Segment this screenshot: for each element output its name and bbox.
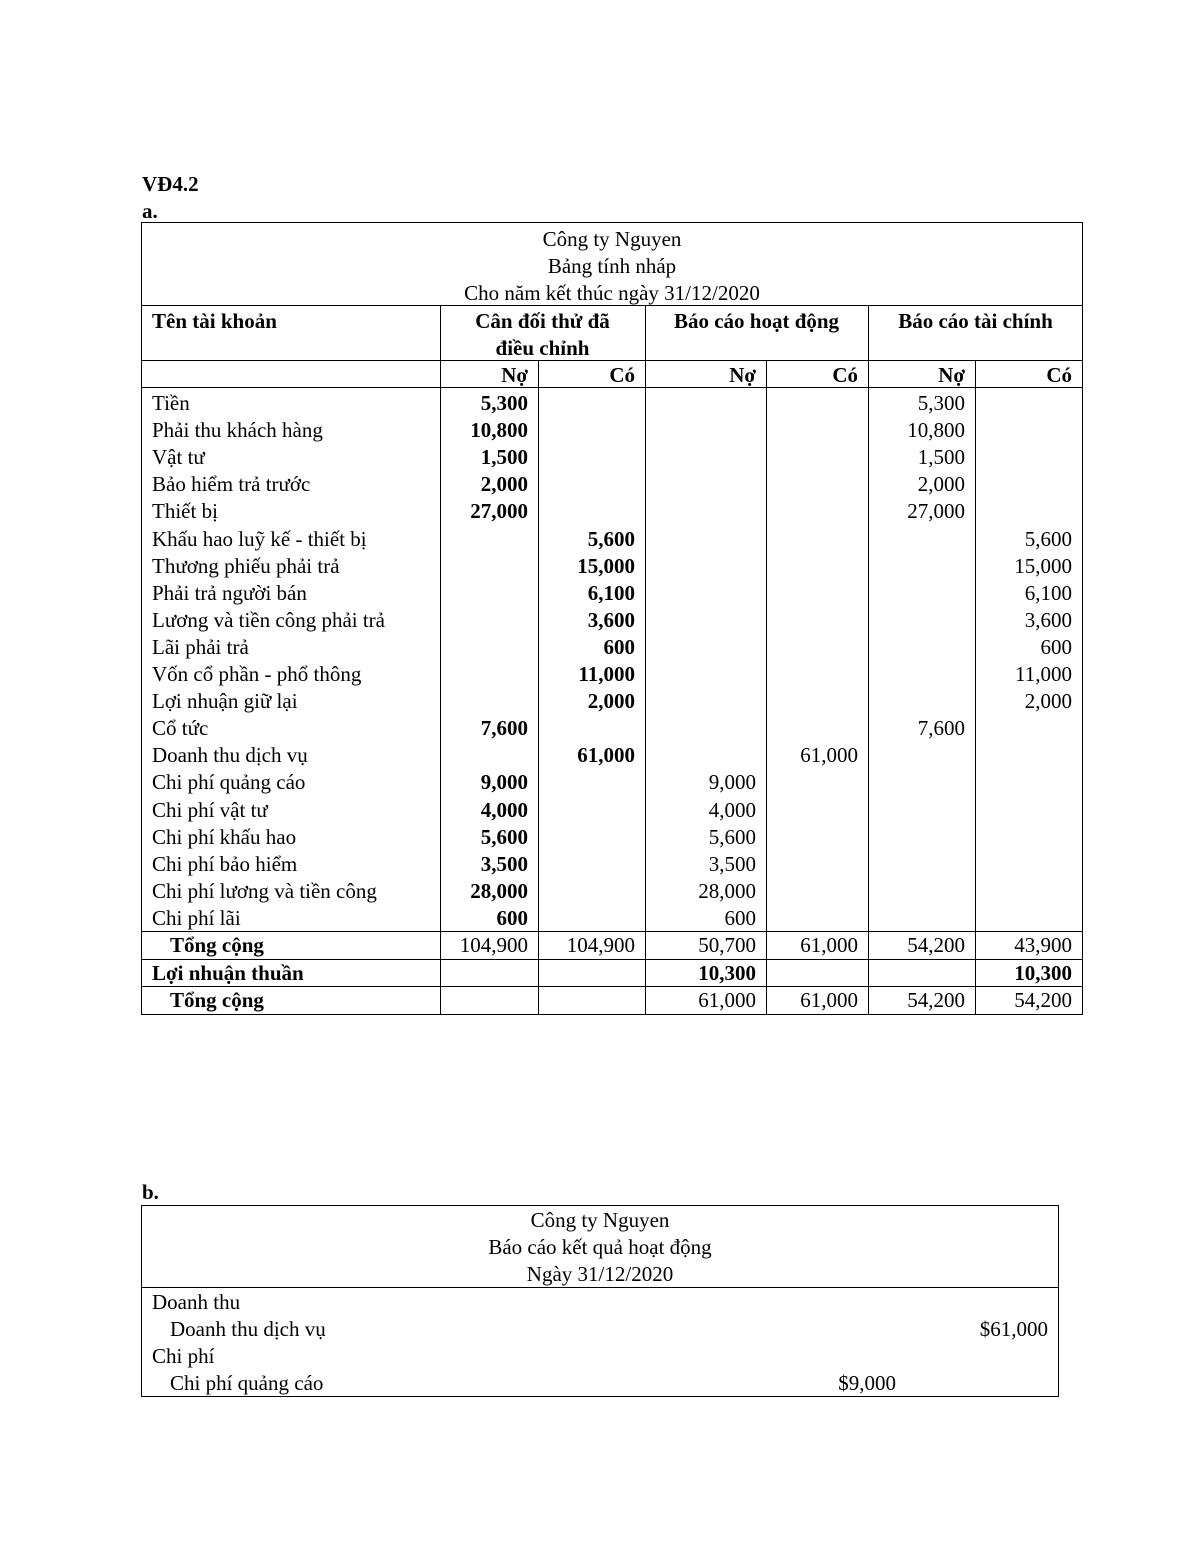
total-bs-credit: 43,900 [1014,933,1072,957]
amount-tb-cr: 61,000 [577,743,635,768]
header-tb-debit: Nợ [501,363,528,387]
amount-bs-dr: 1,500 [917,445,965,470]
account-name: Thiết bị [152,499,218,524]
amount-is-dr: 28,000 [698,878,756,903]
amount-is-dr: 4,000 [708,797,756,822]
amount-tb-dr: 9,000 [480,770,528,795]
amount-tb-dr: 600 [496,905,528,930]
account-name: Lương và tiền công phải trả [152,607,385,632]
is-expenses-label: Chi phí [152,1344,215,1368]
amount-is-dr: 3,500 [708,851,756,876]
amount-tb-cr: 6,100 [587,580,635,605]
is-service-revenue-label: Doanh thu dịch vụ [170,1317,326,1341]
account-name: Khấu hao luỹ kế - thiết bị [152,526,367,551]
is-advertising-label: Chi phí quảng cáo [170,1371,324,1395]
account-name: Chi phí khấu hao [152,824,297,849]
amount-tb-dr: 3,500 [480,851,528,876]
amount-tb-dr: 28,000 [470,878,528,903]
net-income-is-debit: 10,300 [698,961,756,985]
account-name: Cổ tức [152,716,209,741]
worksheet-name: Bảng tính nháp [547,254,677,278]
amount-tb-dr: 5,600 [480,824,528,849]
account-name: Thương phiếu phải trả [152,553,340,578]
total-tb-debit: 104,900 [459,933,528,957]
amount-bs-dr: 2,000 [917,472,965,497]
total-is-credit: 61,000 [800,933,858,957]
grand-total-bs-debit: 54,200 [907,988,965,1012]
amount-tb-dr: 7,600 [480,716,528,741]
account-name: Chi phí lãi [152,905,241,930]
header-bs-debit: Nợ [938,363,965,387]
part-a-label: a. [142,199,158,223]
total-tb-credit: 104,900 [566,933,635,957]
is-company: Công ty Nguyen [530,1208,670,1232]
header-income-statement: Báo cáo hoạt động [673,309,840,333]
is-revenue-label: Doanh thu [152,1290,241,1314]
grand-total-is-debit: 61,000 [698,988,756,1012]
account-name: Vật tư [152,445,205,470]
grand-total-is-credit: 61,000 [800,988,858,1012]
account-name: Bảo hiểm trả trước [152,472,311,497]
amount-tb-cr: 3,600 [587,607,635,632]
amount-tb-dr: 2,000 [480,472,528,497]
account-name: Chi phí quảng cáo [152,770,306,795]
account-name: Lãi phải trả [152,634,249,659]
account-name: Phải thu khách hàng [152,418,323,443]
header-account: Tên tài khoản [152,309,277,333]
amount-tb-cr: 600 [603,634,635,659]
header-bs-credit: Có [1046,363,1072,387]
header-trial-balance-line1: Cân đối thử đã [475,309,610,333]
header-balance-sheet: Báo cáo tài chính [898,309,1053,333]
amount-is-cr: 61,000 [800,743,858,768]
total-row-label: Tổng cộng [170,933,264,957]
amount-bs-cr: 3,600 [1024,607,1072,632]
account-name: Chi phí bảo hiểm [152,851,298,876]
is-advertising-value: $9,000 [838,1371,896,1395]
net-income-bs-credit: 10,300 [1014,961,1072,985]
amount-bs-cr: 5,600 [1024,526,1072,551]
part-b-label: b. [142,1180,159,1204]
document-title: VĐ4.2 [142,172,199,196]
header-is-credit: Có [832,363,858,387]
amount-tb-cr: 5,600 [587,526,635,551]
amount-tb-dr: 27,000 [470,499,528,524]
account-name: Doanh thu dịch vụ [152,743,308,768]
account-name: Chi phí lương và tiền công [152,878,377,903]
is-name: Báo cáo kết quả hoạt động [488,1235,712,1259]
amount-bs-dr: 5,300 [917,391,965,415]
worksheet-company: Công ty Nguyen [542,227,682,251]
amount-bs-dr: 10,800 [907,418,965,443]
header-tb-credit: Có [609,363,635,387]
header-trial-balance-line2: điều chỉnh [495,336,590,360]
account-name: Phải trả người bán [152,580,307,605]
header-is-debit: Nợ [729,363,756,387]
account-name: Lợi nhuận giữ lại [152,689,298,714]
amount-bs-cr: 600 [1040,634,1072,659]
is-date: Ngày 31/12/2020 [526,1262,674,1286]
amount-bs-cr: 2,000 [1024,689,1072,714]
amount-tb-dr: 5,300 [480,391,528,415]
amount-is-dr: 600 [724,905,756,930]
total-bs-debit: 54,200 [907,933,965,957]
grand-total-bs-credit: 54,200 [1014,988,1072,1012]
grand-total-label: Tổng cộng [170,988,264,1012]
net-income-label: Lợi nhuận thuần [152,961,304,985]
amount-bs-cr: 6,100 [1024,580,1072,605]
amount-tb-dr: 4,000 [480,797,528,822]
amount-bs-dr: 7,600 [917,716,965,741]
is-service-revenue-value: $61,000 [979,1317,1048,1341]
amount-bs-dr: 27,000 [907,499,965,524]
amount-tb-dr: 1,500 [480,445,528,470]
worksheet-table [141,222,1083,1015]
account-name: Tiền [152,391,190,415]
account-name: Chi phí vật tư [152,797,268,822]
income-statement-table [141,1205,1059,1397]
account-name: Vốn cổ phần - phổ thông [152,662,362,686]
total-is-debit: 50,700 [698,933,756,957]
amount-bs-cr: 11,000 [1015,662,1072,686]
amount-is-dr: 9,000 [708,770,756,795]
amount-tb-cr: 15,000 [577,553,635,578]
amount-is-dr: 5,600 [708,824,756,849]
amount-bs-cr: 15,000 [1014,553,1072,578]
amount-tb-cr: 11,000 [578,662,635,686]
worksheet-period: Cho năm kết thúc ngày 31/12/2020 [464,281,760,305]
amount-tb-cr: 2,000 [587,689,635,714]
amount-tb-dr: 10,800 [470,418,528,443]
